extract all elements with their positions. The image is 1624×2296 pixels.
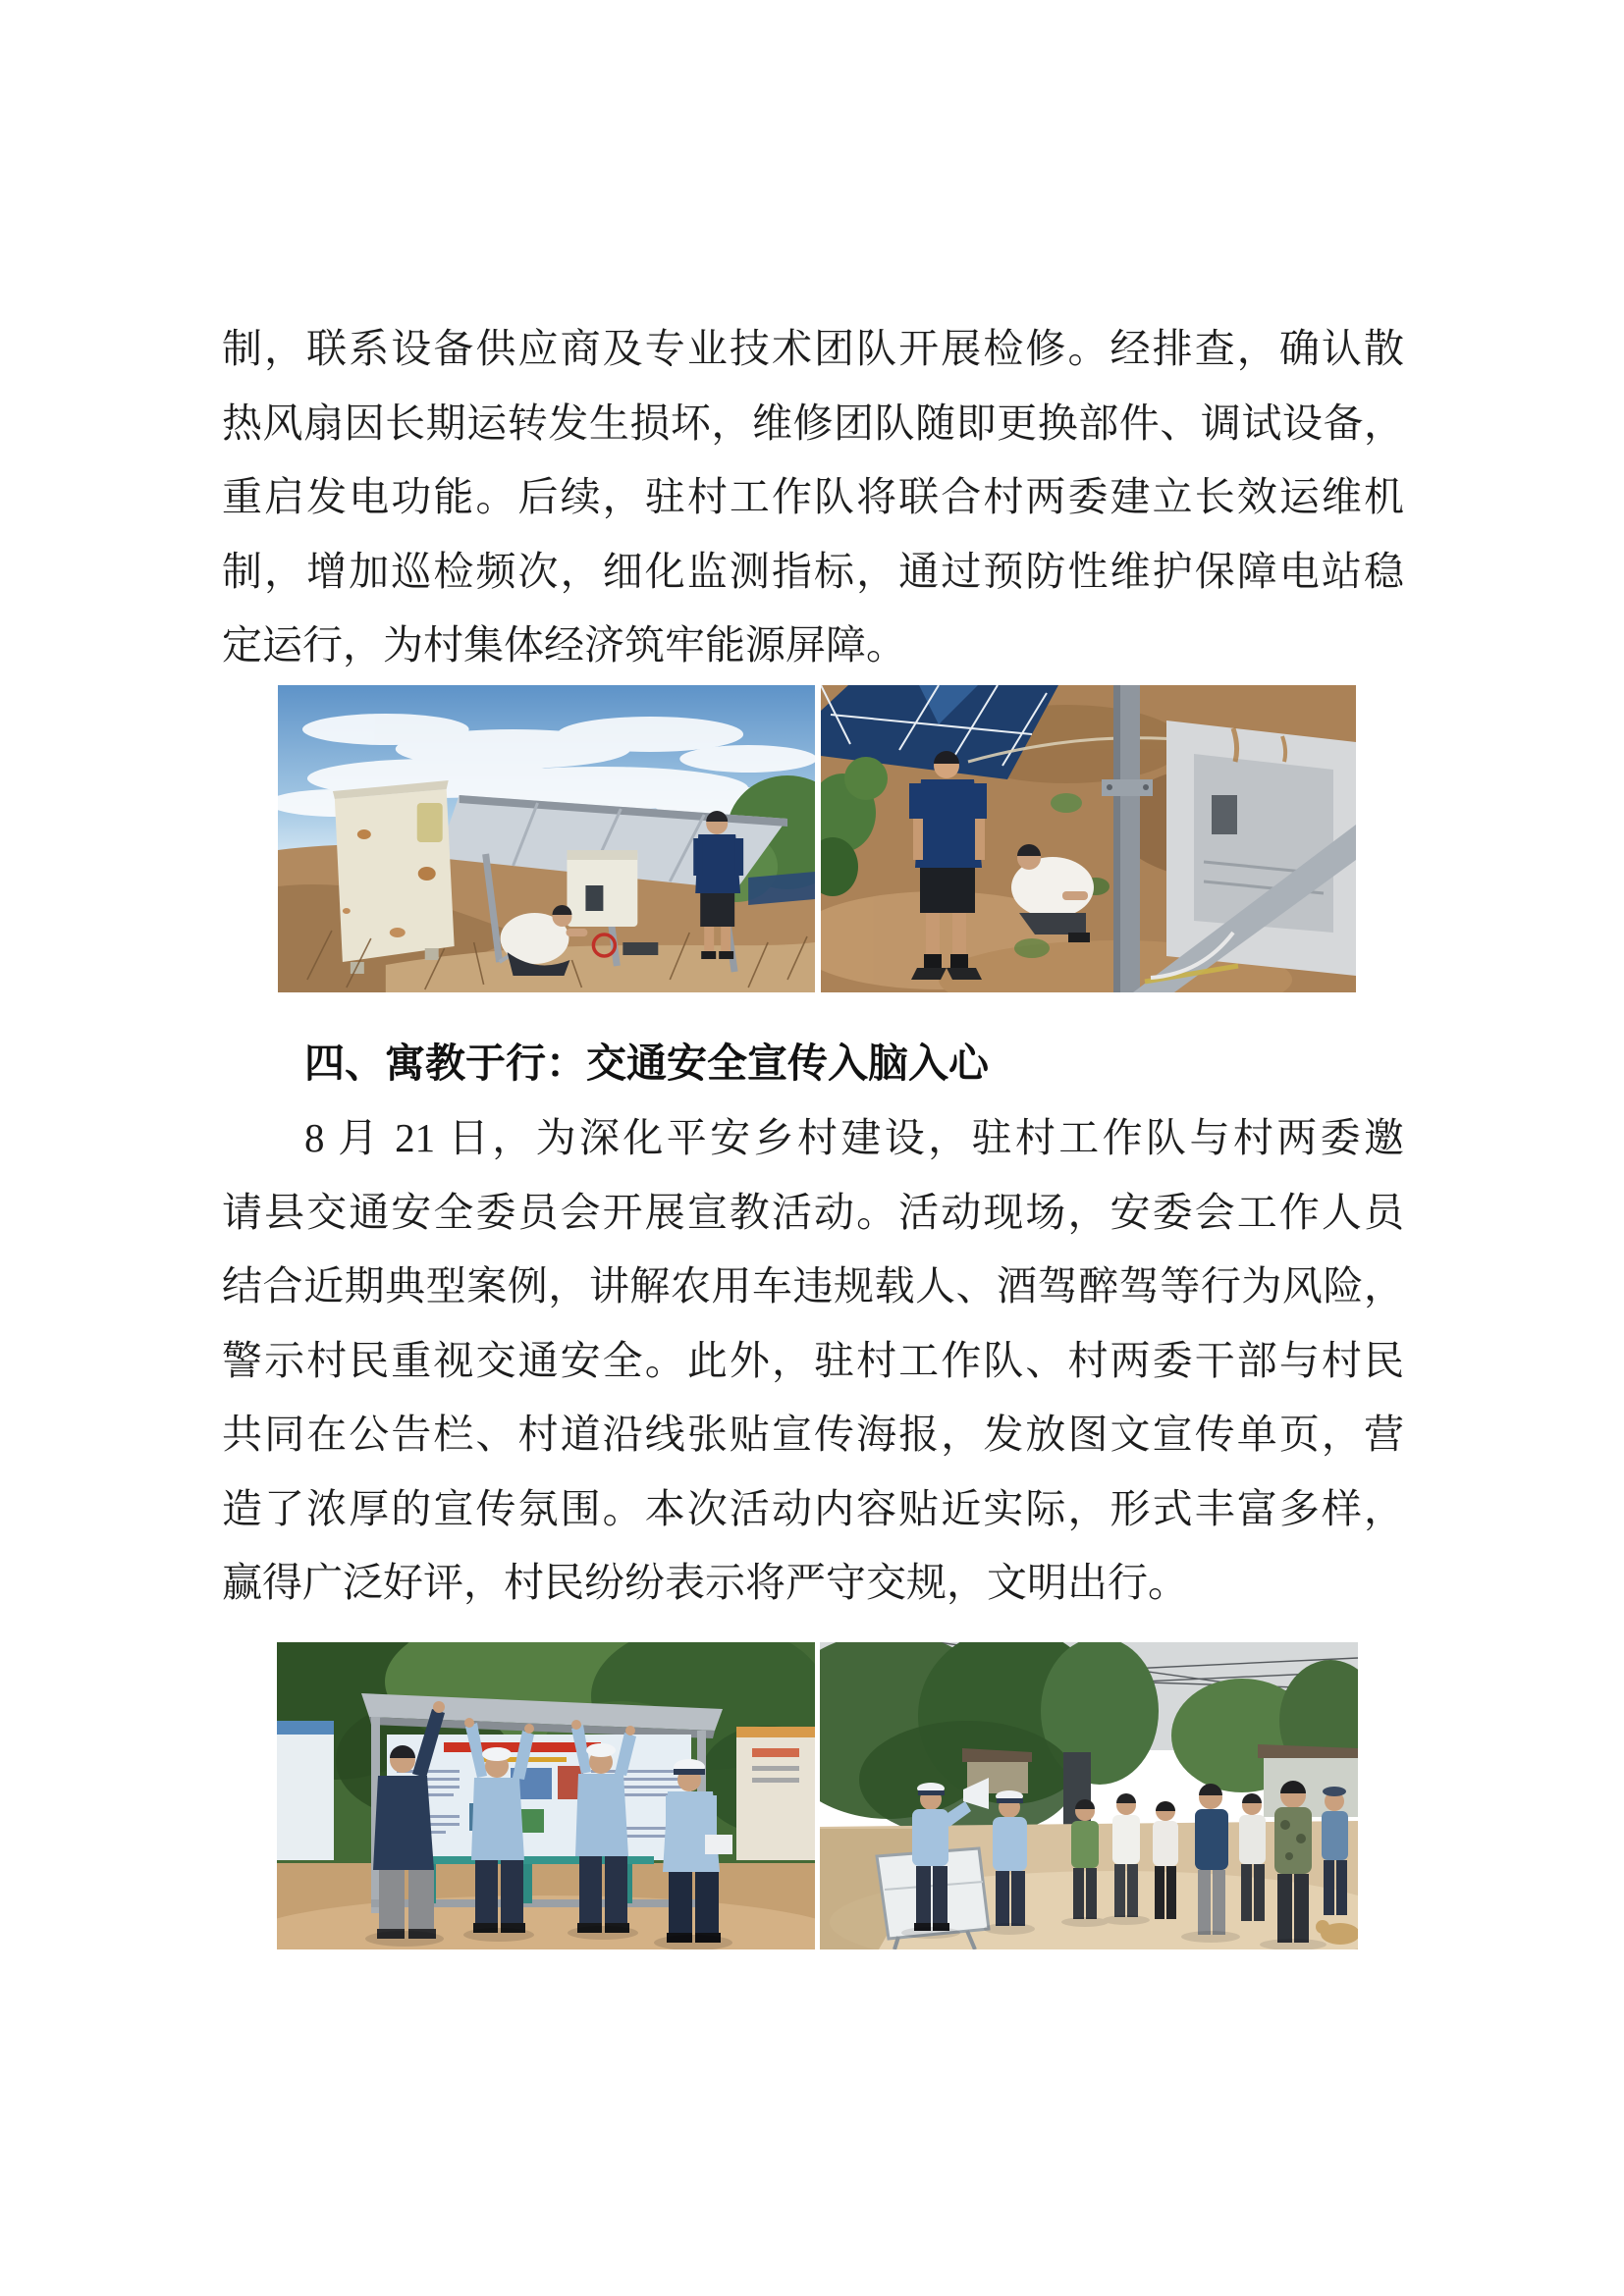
body-line: 造了浓厚的宣传氛围。本次活动内容贴近实际，形式丰富多样，	[222, 1485, 1404, 1531]
body-line: 重启发电功能。后续，驻村工作队将联合村两委建立长效运维机	[222, 474, 1404, 519]
photo-cabinet-inspection	[821, 685, 1356, 992]
body-line: 请县交通安全委员会开展宣教活动。活动现场，安委会工作人员	[222, 1189, 1404, 1235]
body-line: 制，增加巡检频次，细化监测指标，通过预防性维护保障电站稳	[222, 548, 1404, 594]
photo-poster-bulletin-board	[277, 1642, 815, 1949]
photo-solar-station-overview	[278, 685, 815, 992]
photo-megaphone-briefing	[820, 1642, 1358, 1949]
body-line: 8 月 21 日，为深化平安乡村建设，驻村工作队与村两委邀	[304, 1115, 1404, 1160]
paragraph-traffic	[222, 1101, 1404, 1621]
body-line: 结合近期典型案例，讲解农用车违规载人、酒驾醉驾等行为风险，	[222, 1263, 1404, 1308]
body-line: 热风扇因长期运转发生损坏，维修团队随即更换部件、调试设备，	[222, 400, 1404, 446]
body-line: 警示村民重视交通安全。此外，驻村工作队、村两委干部与村民	[222, 1337, 1404, 1383]
electrical-cabinet-icon	[333, 780, 455, 974]
inverter-box-icon	[567, 850, 637, 927]
body-line: 定运行，为村集体经济筑牢能源屏障。	[222, 622, 906, 667]
body-line: 制，联系设备供应商及专业技术团队开展检修。经排查，确认散	[222, 326, 1404, 371]
paragraph-energy	[222, 312, 1404, 683]
body-line: 赢得广泛好评，村民纷纷表示将严守交规，文明出行。	[222, 1560, 1188, 1605]
section-heading: 四、寓教于行：交通安全宣传入脑入心	[304, 1041, 989, 1086]
body-line: 共同在公告栏、村道沿线张贴宣传海报，发放图文宣传单页，营	[222, 1412, 1404, 1457]
